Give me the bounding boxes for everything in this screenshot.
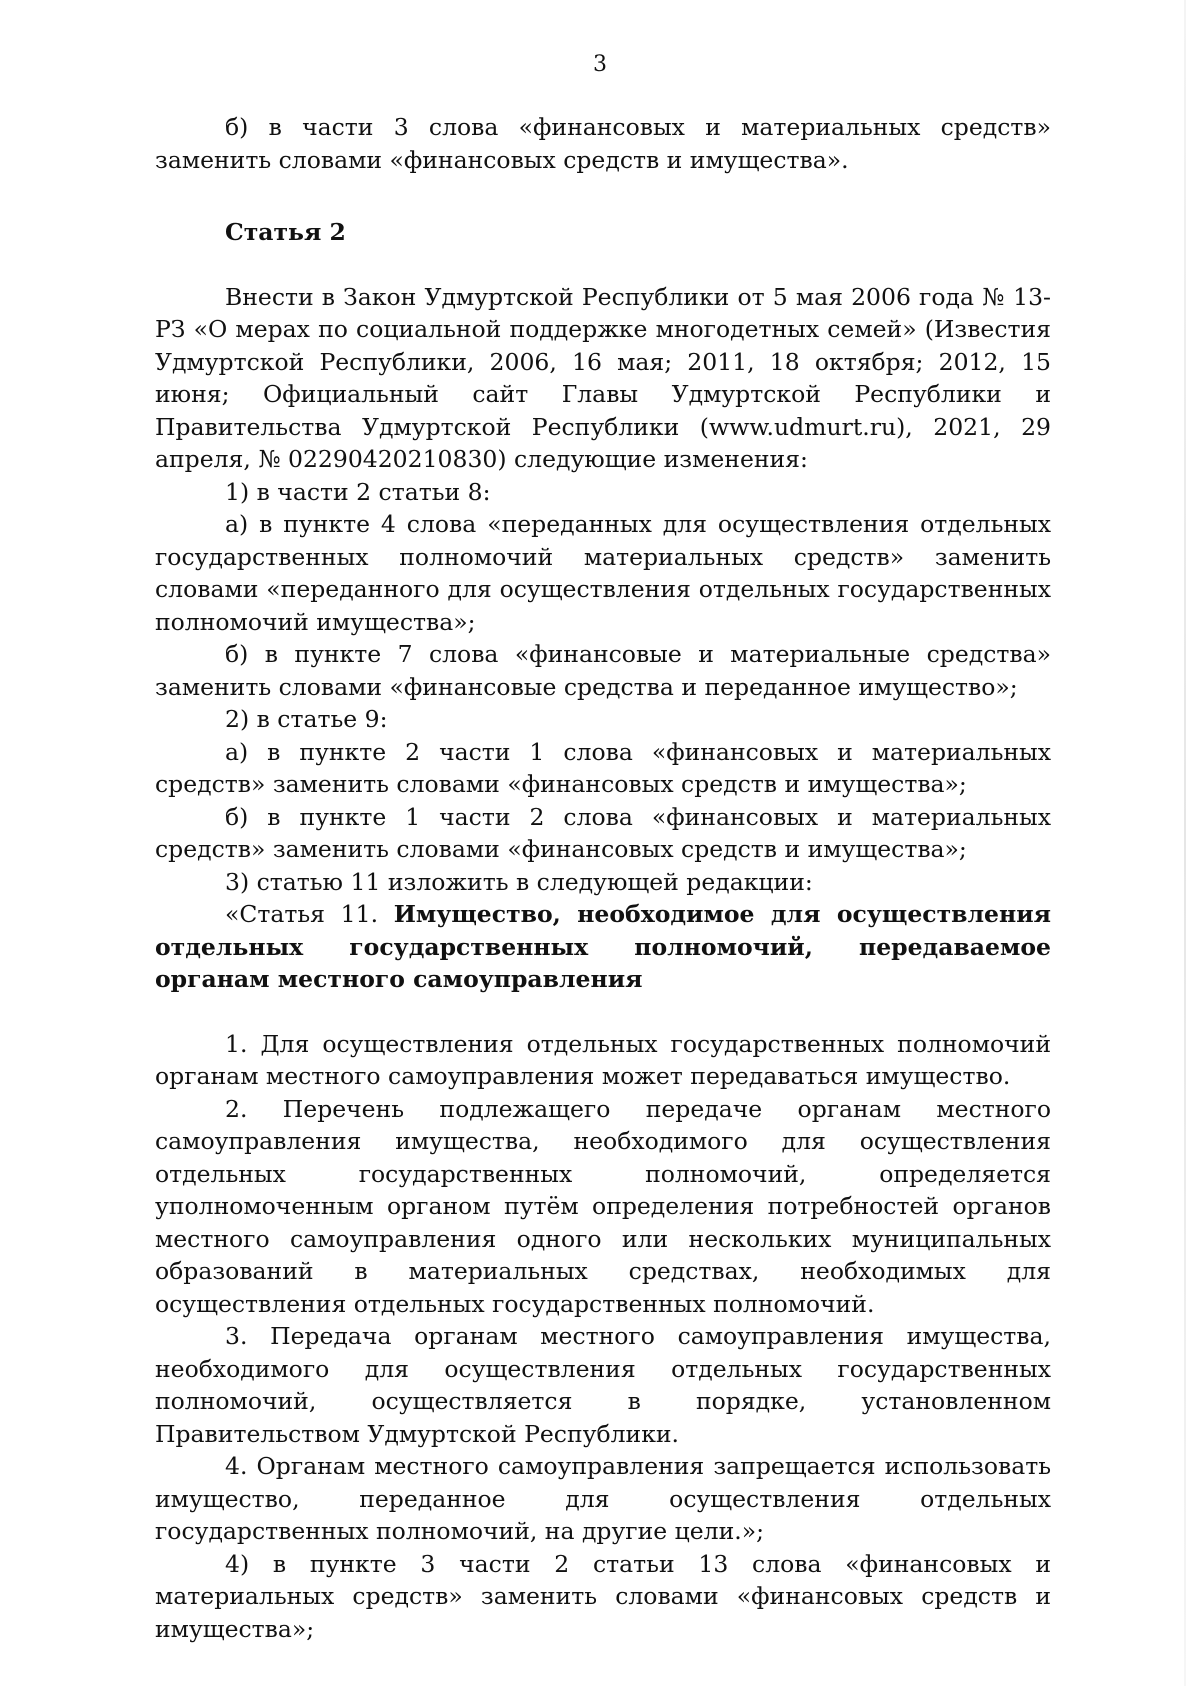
paragraph-item-2: 2) в статье 9: [225, 705, 388, 733]
paragraph-amend-law: Внести в Закон Удмуртской Республики от 5 мая 2006 года № 13-РЗ «О мерах по социальной поддержке многодетных семей» (Известия Удмуртской Республики, 2006, 16 мая; 2011, 18 октября; 2012, 15 июня; Официальный сайт Главы Удмуртской Республики и Правительства Удмуртской Республики (www.udmurt.ru), 2021, 29 апреля, № 02290420210830) следующие изменения: [155, 282, 1051, 473]
paragraph-part3-replacement: б) в части 3 слова «финансовых и материальных средств» заменить словами «финансовых средств и имущества». [155, 113, 1051, 174]
page-number: 3 [593, 52, 607, 77]
paragraph-item-1b: б) в пункте 7 слова «финансовые и материальные средства» заменить словами «финансовые средства и переданное имущество»; [155, 640, 1051, 701]
article-11-heading [155, 898, 1051, 996]
article-11-prefix: «Статья 11. [225, 900, 394, 928]
article-11-part-2: 2. Перечень подлежащего передаче органам местного самоуправления имущества, необходимого для осуществления отдельных государственных полномочий, определяется уполномоченным органом путём определения потребностей органов местного самоуправления одного или нескольких муниципальных образований в материальных средствах, необходимых для осуществления отдельных государственных полномочий. [155, 1094, 1051, 1318]
article-11-part-4: 4. Органам местного самоуправления запрещается использовать имущество, переданное для осуществления отдельных государственных полномочий, на другие цели.»; [155, 1452, 1051, 1545]
paragraph-item-2b: б) в пункте 1 части 2 слова «финансовых и материальных средств» заменить словами «финансовых средств и имущества»; [155, 802, 1051, 863]
paragraph-item-4: 4) в пункте 3 части 2 статьи 13 слова «финансовых и материальных средств» заменить словами «финансовых средств и имущества»; [155, 1549, 1051, 1643]
article-11-part-3: 3. Передача органам местного самоуправления имущества, необходимого для осуществления отдельных государственных полномочий, осуществляется в порядке, установленном Правительством Удмуртской Республики. [155, 1322, 1051, 1448]
article-11-part-1: 1. Для осуществления отдельных государственных полномочий органам местного самоуправления может передаваться имущество. [155, 1029, 1051, 1090]
document-body [155, 111, 1051, 1645]
scan-edge-shadow [1184, 0, 1186, 1686]
paragraph-item-1: 1) в части 2 статьи 8: [225, 477, 491, 506]
paragraph-item-1a: а) в пункте 4 слова «переданных для осуществления отдельных государственных полномочий материальных средств» заменить словами «переданного для осуществления отдельных государственных полномочий имущества»; [155, 510, 1051, 636]
paragraph-item-2a: а) в пункте 2 части 1 слова «финансовых и материальных средств» заменить словами «финансовых средств и имущества»; [155, 737, 1051, 798]
article-11-title: Имущество, необходимое для осуществления отдельных государственных полномочий, передаваемое органам местного самоуправления [155, 900, 1051, 993]
paragraph-item-3: 3) статью 11 изложить в следующей редакции: [225, 867, 813, 896]
article-heading: Статья 2 [225, 218, 346, 246]
